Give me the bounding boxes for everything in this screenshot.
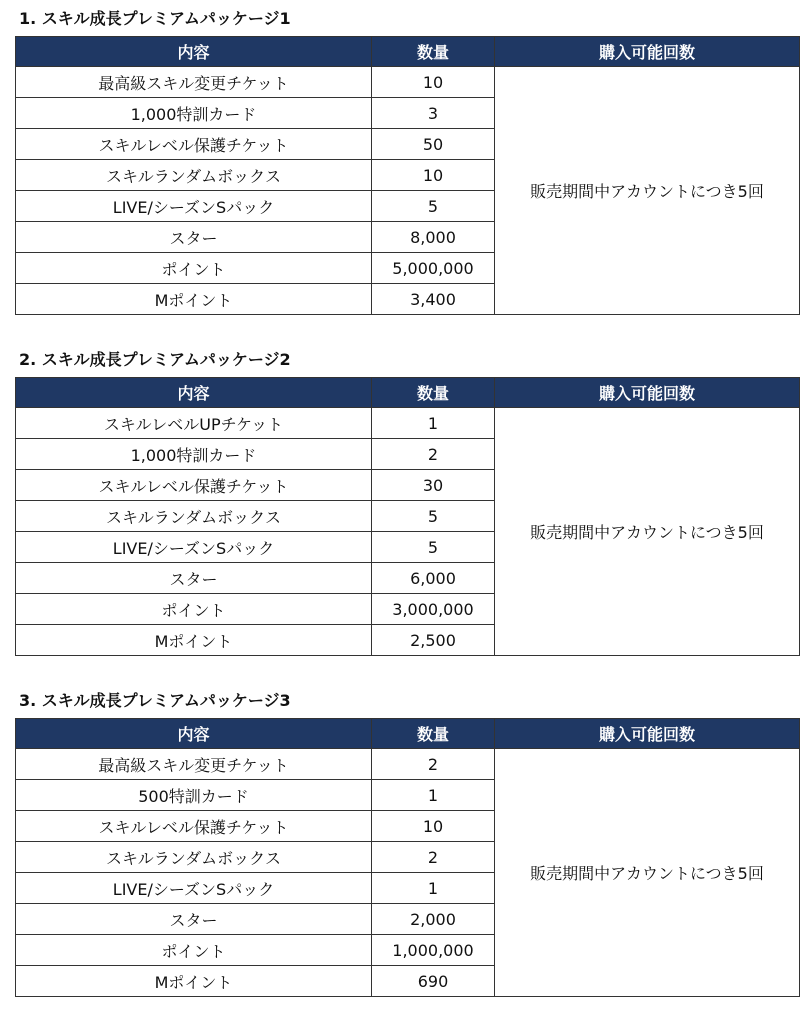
item-qty: 10 bbox=[372, 811, 495, 842]
item-qty: 30 bbox=[372, 470, 495, 501]
item-qty: 5,000,000 bbox=[372, 253, 495, 284]
item-name: LIVE/シーズンSパック bbox=[16, 532, 372, 563]
item-name: スキルランダムボックス bbox=[16, 842, 372, 873]
package-table bbox=[15, 36, 800, 315]
purchase-limit: 販売期間中アカウントにつき5回 bbox=[495, 67, 800, 315]
table-header-row bbox=[16, 37, 800, 67]
item-name: スキルレベル保護チケット bbox=[16, 129, 372, 160]
item-name: 1,000特訓カード bbox=[16, 98, 372, 129]
item-qty: 2,500 bbox=[372, 625, 495, 656]
item-name: スター bbox=[16, 222, 372, 253]
item-name: Mポイント bbox=[16, 284, 372, 315]
item-name: 500特訓カード bbox=[16, 780, 372, 811]
item-qty: 690 bbox=[372, 966, 495, 997]
item-qty: 1 bbox=[372, 408, 495, 439]
package-title: 2. スキル成長プレミアムパッケージ2 bbox=[19, 350, 291, 369]
table-header-row bbox=[16, 378, 800, 408]
table-row bbox=[16, 749, 800, 780]
package-section-1 bbox=[15, 8, 799, 315]
item-name: ポイント bbox=[16, 935, 372, 966]
item-name: 1,000特訓カード bbox=[16, 439, 372, 470]
header-content: 内容 bbox=[16, 378, 372, 408]
package-title: 1. スキル成長プレミアムパッケージ1 bbox=[19, 9, 291, 28]
package-table bbox=[15, 718, 800, 997]
header-content: 内容 bbox=[16, 719, 372, 749]
header-limit: 購入可能回数 bbox=[495, 719, 800, 749]
item-qty: 2,000 bbox=[372, 904, 495, 935]
package-table bbox=[15, 377, 800, 656]
item-qty: 1 bbox=[372, 780, 495, 811]
item-name: Mポイント bbox=[16, 625, 372, 656]
header-content: 内容 bbox=[16, 37, 372, 67]
item-name: 最高級スキル変更チケット bbox=[16, 749, 372, 780]
item-name: スキルランダムボックス bbox=[16, 501, 372, 532]
item-qty: 10 bbox=[372, 67, 495, 98]
package-title: 3. スキル成長プレミアムパッケージ3 bbox=[19, 691, 291, 710]
item-name: LIVE/シーズンSパック bbox=[16, 873, 372, 904]
item-qty: 8,000 bbox=[372, 222, 495, 253]
item-qty: 1 bbox=[372, 873, 495, 904]
header-quantity: 数量 bbox=[372, 37, 495, 67]
header-limit: 購入可能回数 bbox=[495, 37, 800, 67]
item-name: スター bbox=[16, 563, 372, 594]
package-section-3 bbox=[15, 690, 799, 997]
table-header-row bbox=[16, 719, 800, 749]
item-qty: 5 bbox=[372, 191, 495, 222]
item-qty: 5 bbox=[372, 501, 495, 532]
package-section-2 bbox=[15, 349, 799, 656]
item-qty: 5 bbox=[372, 532, 495, 563]
item-name: 最高級スキル変更チケット bbox=[16, 67, 372, 98]
item-qty: 50 bbox=[372, 129, 495, 160]
item-name: スキルランダムボックス bbox=[16, 160, 372, 191]
item-name: スター bbox=[16, 904, 372, 935]
header-quantity: 数量 bbox=[372, 719, 495, 749]
item-qty: 2 bbox=[372, 842, 495, 873]
purchase-limit: 販売期間中アカウントにつき5回 bbox=[495, 408, 800, 656]
item-name: スキルレベルUPチケット bbox=[16, 408, 372, 439]
item-name: スキルレベル保護チケット bbox=[16, 470, 372, 501]
item-name: ポイント bbox=[16, 253, 372, 284]
purchase-limit: 販売期間中アカウントにつき5回 bbox=[495, 749, 800, 997]
item-qty: 1,000,000 bbox=[372, 935, 495, 966]
item-name: ポイント bbox=[16, 594, 372, 625]
item-name: LIVE/シーズンSパック bbox=[16, 191, 372, 222]
item-qty: 3 bbox=[372, 98, 495, 129]
item-name: Mポイント bbox=[16, 966, 372, 997]
item-qty: 3,400 bbox=[372, 284, 495, 315]
table-row bbox=[16, 67, 800, 98]
table-row bbox=[16, 408, 800, 439]
item-qty: 6,000 bbox=[372, 563, 495, 594]
item-qty: 2 bbox=[372, 439, 495, 470]
header-quantity: 数量 bbox=[372, 378, 495, 408]
item-qty: 10 bbox=[372, 160, 495, 191]
header-limit: 購入可能回数 bbox=[495, 378, 800, 408]
item-name: スキルレベル保護チケット bbox=[16, 811, 372, 842]
item-qty: 3,000,000 bbox=[372, 594, 495, 625]
item-qty: 2 bbox=[372, 749, 495, 780]
